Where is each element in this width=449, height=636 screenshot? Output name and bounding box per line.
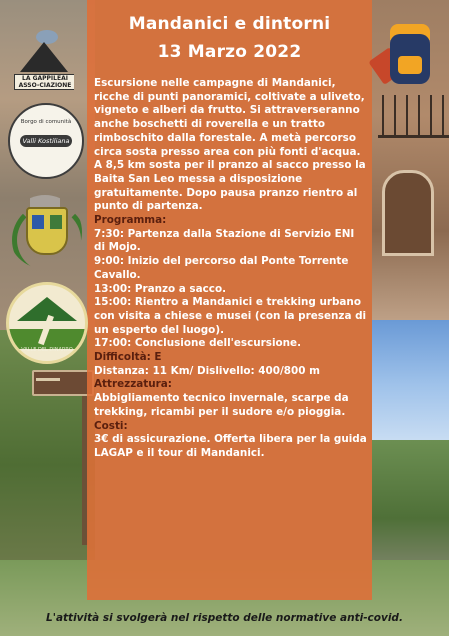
bg-sky-right — [372, 320, 449, 450]
valle-dinarro-logo — [6, 282, 88, 364]
costs-text: 3€ di assicurazione. Offerta libera per la guida LAGAP e il tour di Mandanici. — [94, 433, 367, 459]
schedule-item: 9:00: Inizio del percorso dal Ponte Torrente Cavallo. — [94, 255, 349, 281]
trail-sign — [32, 370, 94, 396]
difficulty-label: Difficoltà: E — [94, 351, 162, 364]
equipment-label: Attrezzatura: — [94, 378, 172, 391]
covid-notice: L'attività si svolgerà nel rispetto delle normative anti-covid. — [46, 612, 403, 624]
logo1-text: LA GAPPILEAI ASSO-CIAZIONE — [14, 74, 74, 90]
arrow-icon — [36, 378, 60, 381]
schedule-item: 7:30: Partenza dalla Stazione di Servizio ENI di Mojo. — [94, 227, 355, 254]
logo2-ribbon-text: Valli Kostiliana — [22, 137, 70, 145]
wooden-door — [382, 170, 434, 256]
logo2-top-text: Borgo di comunità — [20, 119, 72, 125]
logo2-ribbon — [20, 135, 72, 147]
schedule-item: 17:00: Conclusione dell'escursione. — [94, 337, 302, 350]
equipment-text: Abbigliamento tecnico invernale, scarpe da trekking, ricambi per il sudore e/o pioggia. — [94, 392, 349, 418]
event-date: 13 Marzo 2022 — [157, 42, 302, 62]
distance-text: Distanza: 11 Km/ Dislivello: 400/800 m — [94, 364, 320, 377]
volcano-icon — [20, 42, 68, 72]
backpack-icon — [372, 22, 442, 90]
balcony-railing — [378, 95, 449, 138]
schedule-item: 13:00: Pranzo a sacco. — [94, 282, 227, 295]
hiking-association-logo — [14, 28, 74, 94]
event-title: Mandanici e dintorni — [128, 14, 331, 34]
logo4-text: VALLE DEL DINARRO — [21, 347, 73, 353]
valli-kostiliana-logo — [8, 103, 84, 179]
description-text: Escursione nelle campagne di Mandanici, ricche di punti panoramici, coltivate a uliveto, vigneto e alberi da frutto. Si attraverseranno anche boschetti di roverella e un tratto rimboschito dalla forestale. A metà percorso circa sosta presso area con più fonti d'acqua. A 8,5 km sosta per il pranzo al sacco presso la Baita San Leo messa a disposizione gratuitamente. Dopo pausa pranzo rientro al punto di partenza. — [94, 77, 366, 213]
costs-label: Costi: — [94, 419, 128, 432]
shield-icon — [26, 207, 68, 255]
schedule-item: 15:00: Rientro a Mandanici e trekking urbano con visita a chiese e musei (con la presenza di un esperto del luogo). — [94, 296, 367, 336]
municipal-coat-of-arms — [8, 195, 82, 269]
backpack-pocket — [398, 56, 422, 74]
programma-label: Programma: — [94, 214, 167, 227]
event-details — [94, 77, 368, 461]
crown-icon — [30, 195, 60, 207]
